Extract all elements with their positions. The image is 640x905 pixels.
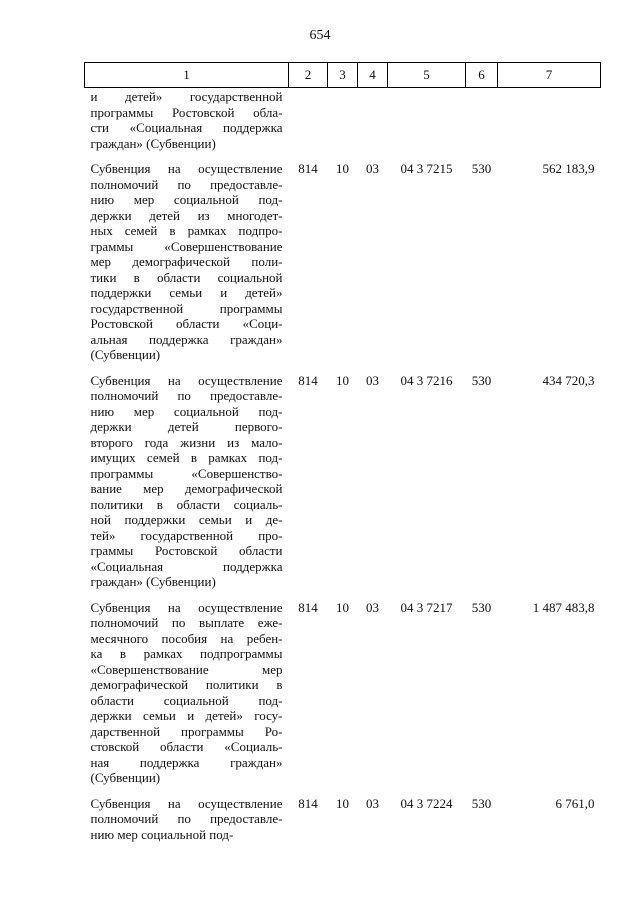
table-row bbox=[85, 88, 601, 162]
description-line: нию мер социальной под- bbox=[90, 192, 283, 207]
cell-amount: 1 487 483,8 bbox=[532, 599, 595, 615]
header-col-2: 2 bbox=[289, 63, 328, 88]
row-description bbox=[85, 600, 289, 796]
description-line: граждан» (Субвенции) bbox=[90, 574, 216, 589]
cell-target-article: 04 3 7215 bbox=[400, 161, 453, 176]
description-line: дарственной программы Ро- bbox=[90, 723, 283, 739]
cell-section: 10 bbox=[336, 372, 349, 388]
description-line: программы Ростовской обла- bbox=[90, 104, 283, 120]
cell-ministry-code: 814 bbox=[298, 795, 318, 811]
cell-subsection: 03 bbox=[366, 372, 379, 388]
description-line: Субвенция на осуществление bbox=[90, 599, 283, 615]
description-line: сти «Социальная поддержка bbox=[90, 120, 283, 135]
description-line: полномочий по предоставле- bbox=[90, 388, 283, 403]
cell-target-article bbox=[388, 88, 466, 162]
description-line: политики в области социаль- bbox=[90, 496, 283, 512]
header-col-6: 6 bbox=[466, 63, 498, 88]
description-line: «Совершенствование мер bbox=[90, 661, 283, 677]
row-description bbox=[85, 373, 289, 600]
header-col-5: 5 bbox=[388, 63, 466, 88]
table-row bbox=[85, 796, 601, 853]
table-row bbox=[85, 161, 601, 373]
cell-amount: 6 761,0 bbox=[555, 795, 595, 811]
description-line: Ростовской области «Соци- bbox=[90, 316, 283, 331]
description-line: второго года жизни из мало- bbox=[90, 434, 283, 450]
cell-target-article: 04 3 7224 bbox=[400, 795, 453, 811]
cell-section: 10 bbox=[336, 599, 349, 615]
description-line: нию мер социальной под- bbox=[90, 403, 283, 419]
cell-target-article: 04 3 7216 bbox=[400, 372, 453, 388]
description-line: стовской области «Социаль- bbox=[90, 739, 283, 754]
cell-amount: 434 720,3 bbox=[542, 372, 595, 388]
row-description bbox=[85, 88, 289, 162]
table-header-row bbox=[85, 63, 601, 88]
description-line: мер демографической поли- bbox=[90, 254, 283, 269]
cell-section: 10 bbox=[336, 795, 349, 811]
description-line: «Социальная поддержка bbox=[90, 558, 283, 574]
cell-subsection bbox=[358, 88, 388, 162]
header-col-4: 4 bbox=[358, 63, 388, 88]
cell-section bbox=[328, 88, 358, 162]
description-line: тики в области социальной bbox=[90, 269, 283, 285]
description-line: ной поддержки семьи и де- bbox=[90, 512, 283, 527]
description-line: ных семей в рамках подпро- bbox=[90, 223, 283, 238]
cell-subsection: 03 bbox=[366, 795, 379, 811]
cell-subsection: 03 bbox=[366, 599, 379, 615]
description-line: полномочий по предоставле- bbox=[90, 176, 283, 192]
description-line: держки детей первого- bbox=[90, 419, 283, 434]
page-number: 654 bbox=[309, 28, 331, 43]
cell-ministry-code: 814 bbox=[298, 372, 318, 388]
header-col-1: 1 bbox=[85, 63, 289, 88]
description-line: альная поддержка граждан» bbox=[90, 331, 283, 347]
description-line: тей» государственной про- bbox=[90, 527, 283, 543]
cell-expense-type: 530 bbox=[471, 599, 492, 615]
description-line: ка в рамках подпрограммы bbox=[90, 646, 283, 661]
description-line: государственной программы bbox=[90, 300, 283, 316]
description-line: имущих семей в рамках под- bbox=[90, 450, 283, 465]
description-line: программы «Совершенство- bbox=[90, 465, 283, 481]
budget-table bbox=[84, 62, 601, 852]
header-col-3: 3 bbox=[328, 63, 358, 88]
description-line: Субвенция на осуществление bbox=[90, 795, 283, 811]
description-line: месячного пособия на ребен- bbox=[90, 630, 283, 646]
description-line: граммы Ростовской области bbox=[90, 543, 283, 558]
header-col-7: 7 bbox=[498, 63, 601, 88]
table-row bbox=[85, 600, 601, 796]
cell-expense-type: 530 bbox=[471, 372, 492, 388]
cell-ministry-code: 814 bbox=[298, 599, 318, 615]
description-line: граммы «Совершенствование bbox=[90, 238, 283, 254]
cell-amount bbox=[498, 88, 601, 162]
description-line: демографической политики в bbox=[90, 677, 283, 692]
description-line: держки семьи и детей» госу- bbox=[90, 708, 283, 723]
cell-expense-type bbox=[466, 88, 498, 162]
description-line: Субвенция на осуществление bbox=[90, 372, 283, 388]
description-line: нию мер социальной под- bbox=[90, 826, 234, 842]
cell-target-article: 04 3 7217 bbox=[400, 599, 453, 615]
cell-amount: 562 183,9 bbox=[542, 161, 595, 176]
cell-ministry-code: 814 bbox=[298, 161, 318, 176]
cell-expense-type: 530 bbox=[471, 161, 492, 176]
description-line: ная поддержка граждан» bbox=[90, 754, 283, 770]
row-description bbox=[85, 796, 289, 853]
description-line: Субвенция на осуществление bbox=[90, 161, 283, 176]
cell-subsection: 03 bbox=[366, 161, 379, 176]
description-line: и детей» государственной bbox=[90, 89, 283, 104]
description-line: (Субвенции) bbox=[90, 347, 161, 362]
cell-expense-type: 530 bbox=[471, 795, 492, 811]
cell-section: 10 bbox=[336, 161, 349, 176]
table-row bbox=[85, 373, 601, 600]
description-line: поддержки семьи и детей» bbox=[90, 285, 283, 300]
description-line: граждан» (Субвенции) bbox=[90, 135, 216, 151]
description-line: полномочий по выплате еже- bbox=[90, 615, 283, 630]
row-description bbox=[85, 161, 289, 373]
description-line: полномочий по предоставле- bbox=[90, 811, 283, 826]
description-line: держки детей из многодет- bbox=[90, 207, 283, 223]
description-line: (Субвенции) bbox=[90, 770, 161, 785]
description-line: вание мер демографической bbox=[90, 481, 283, 496]
description-line: области социальной под- bbox=[90, 692, 283, 708]
cell-ministry-code bbox=[289, 88, 328, 162]
